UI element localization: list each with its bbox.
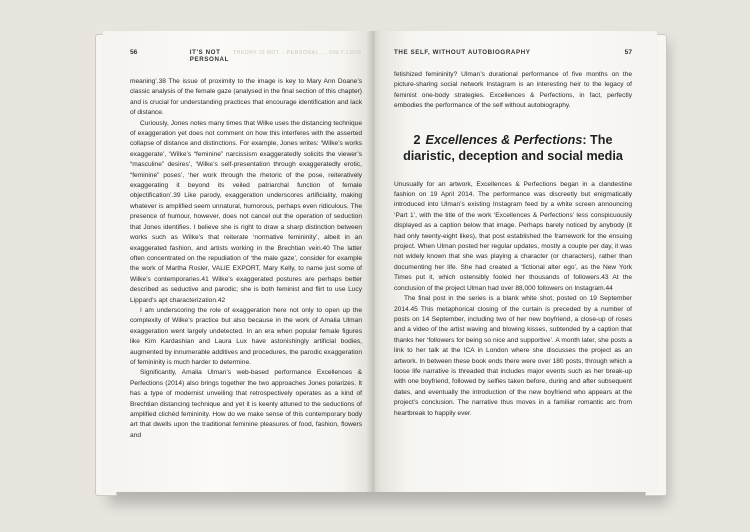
section-title-italic: Excellences & Perfections — [425, 132, 583, 147]
left-running-header — [130, 49, 362, 63]
section-number: 2 — [413, 132, 421, 147]
left-paragraph-1: meaning’.38 The issue of proximity to the image is key to Mary Ann Doane’s classic analysis of the female gaze (analysed in the final section of this chapter) and is crucial for understanding practices that encourage identification and lack of distance. — [130, 78, 363, 117]
left-running-head: IT'S NOT PERSONAL — [189, 49, 229, 63]
right-page-body — [394, 70, 632, 419]
left-page — [103, 31, 374, 492]
right-paragraph-2: The final post in the series is a blank white shot, posted on 19 September 2014.45 This metaphorical closing of the curtain is preceded by a number of posts on 14 September, including two of her new boyfriend, a close-up of roses and a video of the artist waving and blowing kisses, subtended by a caption that thanks her ‘followers for being so nice and supportive’. A month later, she posts a link to her talk at the ICA in London where she discusses the project as an artwork. In between these book ends there were over 180 posts, through which a loose life narrative is threaded that includes major events such as her break-up with one boyfriend, followed by selfies taken before, during and after subsequent dates, and eventually the introduction of the new boyfriend who appears at the project’s conclusion. The narrative thus moves in a familiar romantic arc from heartbreak to happily ever. — [394, 295, 632, 417]
right-paragraph-1: Unusually for an artwork, Excellences & Perfections began in a clandestine fashion on 19 April 2014. The performance was discreetly but enigmatically introduced into Ulman’s existing Instagram feed by a white screen announcing ‘Part 1’, with the title of the work ‘Excellences & Perfections’ less conspicuously displayed as a caption below that image. Perhaps barely noticed by anybody (it had only twenty-eight likes), that post established the framework for the ensuing project. When Ulman posted her regular updates, mostly a couple per day, it was not widely known that she was playing a character (or characters), rather than documenting her life. She had created a ‘fictional alter ego’, as the New York Times put it, which ostensibly fooled her thousands of followers.43 At the conclusion of the project Ulman had over 88,000 followers on Instagram.44 — [394, 180, 632, 292]
right-running-header — [394, 49, 632, 56]
right-running-head: THE SELF, WITHOUT AUTOBIOGRAPHY — [394, 49, 531, 56]
left-page-number: 56 — [130, 49, 138, 56]
right-intro-paragraph: fetishized femininity? Ulman’s durational performance of five months on the picture-sharing social network Instagram is an interesting heir to the legacy of feminist one-body strategies. Excellences & Perfections, in fact, perfectly embodies the performance of the self without autobiography. — [394, 71, 632, 110]
section-heading — [394, 132, 632, 164]
right-page-number: 57 — [624, 49, 632, 56]
left-paragraph-4: Significantly, Amalia Ulman’s web-based performance Excellences & Perfections (2014) also brings together the two approaches Jones polarizes. It has a type of modernist unveiling that retrospectively operates as a kind of Brechtian distancing technique and yet it is keenly attuned to the seductions of amplified clichéd femininity. How do we make sense of this contemporary body art that dwells upon the traditional feminine pleasures of food, fashion, flowers and — [130, 369, 362, 439]
section-title-rest: : The diaristic, deception and social media — [403, 132, 623, 163]
right-page — [374, 31, 657, 492]
left-show-through-text: THEORY IS NOT... PERSONAL ... ONLY LOVE — [233, 50, 362, 56]
left-paragraph-2: Curiously, Jones notes many times that Wilke uses the distancing technique of exaggeration yet does not comment on how this interferes with the asserted collapse of distance and distinctions. For example, Jones writes: ‘Wilke’s works exaggerate’, ‘Wilke’s “feminine” narcissism exaggeratedly solicits the viewer’s “masculine” desires’, ‘Wilke’s self-presentation through exaggeratedly erotic, “feminine” poses’, ‘her work through the rhetoric of the pose, reiteratively exaggerating it beyond its veiled patriarchal function of female objectification’.39 Like parody, exaggeration underscores artificiality, making whatever is amplified seem unnatural, humorous, perhaps even ridiculous. The presence of humour, however, does not cancel out the operation of seduction that Jones identifies. I believe she is right to draw a sharp distinction between works such as Wilke’s that reiterate ‘normative femininity’, albeit in an exaggerated fashion, and artists working in the Brechtian vein.40 The latter often concentrated on the repudiation of ‘the male gaze’, consider for example the work of Martha Rosler, VALIE EXPORT, Mary Kelly, to name just some of Wilke’s contemporaries.41 Wilke’s exaggerated postures are perhaps better described as seductive and parodic; she is both feminist and flirt to use Lucy Lippard’s apt characterization.42 — [130, 119, 362, 304]
left-paragraph-3: I am underscoring the role of exaggeration here not only to open up the complexity of Wilke’s practice but also because in the work of Amalia Ulman exaggeration went largely undetected. In an era when popular female figures like Kim Kardashian and Laura Lux have astonishingly artificial bodies, augmented by innumerable additives and procedures, the parodic exaggeration of femininity is much harder to determine. — [130, 306, 362, 366]
left-page-body — [130, 77, 362, 441]
